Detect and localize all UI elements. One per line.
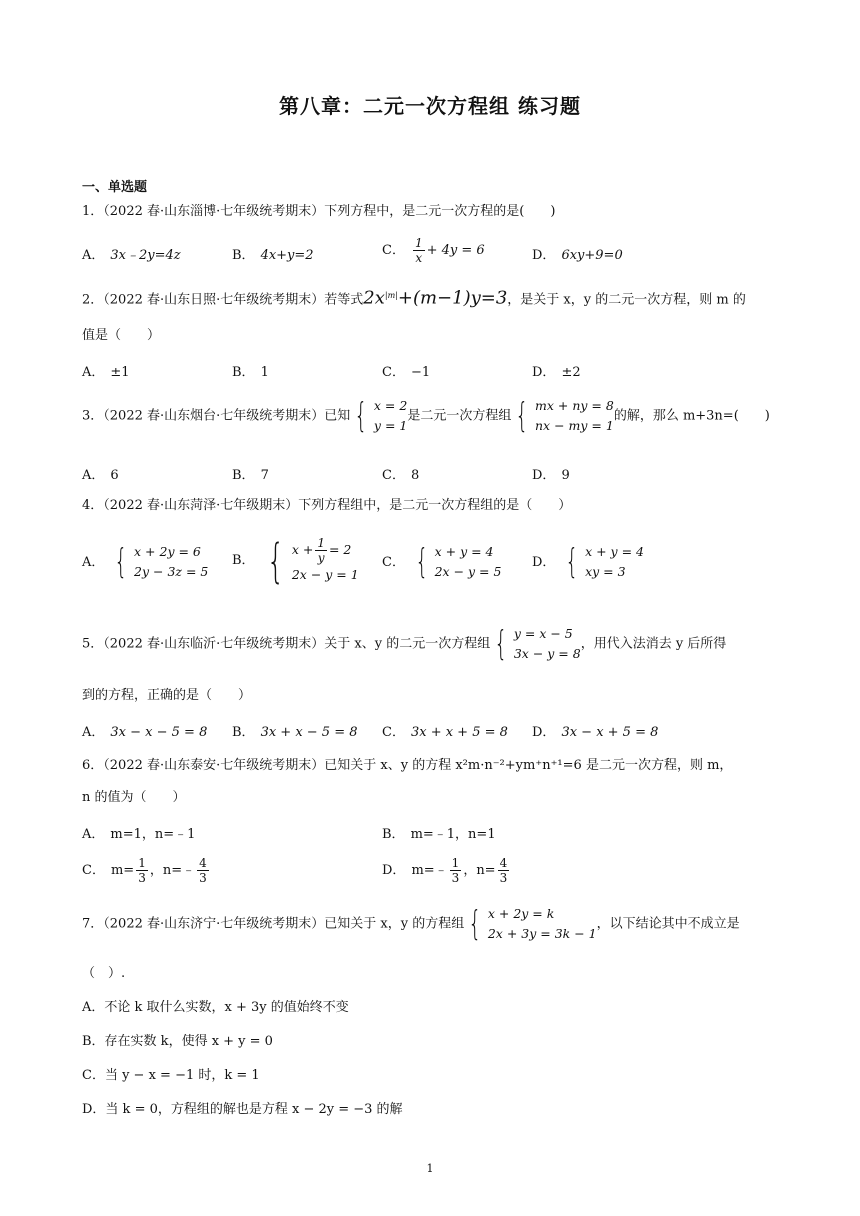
question-3-option-a[interactable]: A． 6 xyxy=(82,468,119,483)
page-number: 1 xyxy=(426,1162,434,1175)
question-5-stem: 5．（2022 春·山东临沂·七年级统考期末）关于 x、y 的二元一次方程组 { y = x − 5 3x − y = 8 ，用代入法消去 y 后所得 xyxy=(82,624,727,664)
question-2-option-b[interactable]: B． 1 xyxy=(232,365,269,380)
question-5-option-b[interactable]: B． 3x + x − 5 = 8 xyxy=(232,725,358,740)
question-5-option-a[interactable]: A． 3x − x − 5 = 8 xyxy=(82,725,208,740)
question-5-option-c[interactable]: C． 3x + x + 5 = 8 xyxy=(382,725,508,740)
question-6-stem-line2: n 的值为（ ） xyxy=(82,790,186,805)
equation-system: { mx + ny = 8 nx − my = 1 xyxy=(515,396,614,436)
question-7-option-d[interactable]: D．当 k = 0，方程组的解也是方程 x − 2y = −3 的解 xyxy=(82,1102,403,1117)
question-3-stem: 3．（2022 春·山东烟台·七年级统考期末）已知 { x = 2 y = 1 是二元一次方程组 { mx + ny = 8 nx − my = 1 的解，那么 m+3n=( ) xyxy=(82,396,770,436)
question-1-option-a[interactable]: A． 3x﹣2y=4z xyxy=(82,248,181,263)
equation-system: { x = 2 y = 1 xyxy=(354,396,408,436)
question-4-option-b[interactable]: B． { x + $\frac{1}{y}$ = 2 2x − y = 1 xyxy=(232,533,359,588)
question-2-option-c[interactable]: C． −1 xyxy=(382,365,431,380)
question-4-option-d[interactable]: D． { x + y = 4 xy = 3 xyxy=(532,542,644,582)
question-1-stem: 1．（2022 春·山东淄博·七年级统考期末）下列方程中，是二元一次方程的是( ) xyxy=(82,204,556,219)
question-4-stem: 4．（2022 春·山东菏泽·七年级期末）下列方程组中，是二元一次方程组的是（ ） xyxy=(82,498,572,513)
question-2-option-d[interactable]: D． ±2 xyxy=(532,365,581,380)
question-2-option-a[interactable]: A． ±1 xyxy=(82,365,130,380)
question-1-option-b[interactable]: B． 4x+y=2 xyxy=(232,248,314,263)
question-6-option-c[interactable]: C． m= $\frac{1}{3}$ ，n=﹣ $\frac{4}{3}$ xyxy=(82,856,207,885)
section-heading: 一、单选题 xyxy=(82,180,148,195)
question-7-option-c[interactable]: C．当 y − x = −1 时，k = 1 xyxy=(82,1068,260,1083)
question-4-option-a[interactable]: A． { x + 2y = 6 2y − 3z = 5 xyxy=(82,542,209,582)
question-7-stem-line2: （ ）. xyxy=(82,966,126,981)
question-6-option-b[interactable]: B． m=﹣1，n=1 xyxy=(382,827,496,842)
question-6-option-a[interactable]: A． m=1，n=﹣1 xyxy=(82,827,196,842)
question-2-stem: 2．（2022 春·山东日照·七年级统考期末）若等式$2x^{|m|}+(m-1)y=3$，是关于 x，y 的二元一次方程，则 m 的 xyxy=(82,287,746,309)
question-1-option-d[interactable]: D． 6xy+9=0 xyxy=(532,248,623,263)
question-4-option-c[interactable]: C． { x + y = 4 2x − y = 5 xyxy=(382,542,502,582)
question-5-option-d[interactable]: D． 3x − x + 5 = 8 xyxy=(532,725,659,740)
question-2-stem-line2: 值是（ ） xyxy=(82,328,161,343)
page-title: 第八章：二元一次方程组 练习题 xyxy=(279,94,581,118)
question-3-option-c[interactable]: C． 8 xyxy=(382,468,420,483)
question-7-option-a[interactable]: A．不论 k 取什么实数，x + 3y 的值始终不变 xyxy=(82,1000,349,1015)
question-3-option-d[interactable]: D． 9 xyxy=(532,468,570,483)
question-7-stem: 7．（2022 春·山东济宁·七年级统考期末）已知关于 x，y 的方程组 { x + 2y = k 2x + 3y = 3k − 1 ，以下结论其中不成立是 xyxy=(82,904,740,944)
question-6-stem: 6．（2022 春·山东泰安·七年级统考期末）已知关于 x、y 的方程 x²m·n⁻²+ym⁺n⁺¹=6 是二元一次方程，则 m， xyxy=(82,758,733,773)
fraction: $\frac{1}{x}$ xyxy=(414,236,423,265)
question-5-stem-line2: 到的方程，正确的是（ ） xyxy=(82,688,252,703)
question-3-option-b[interactable]: B． 7 xyxy=(232,468,269,483)
question-7-option-b[interactable]: B．存在实数 k，使得 x + y = 0 xyxy=(82,1034,273,1049)
question-6-option-d[interactable]: D． m=﹣ $\frac{1}{3}$ ，n= $\frac{4}{3}$ xyxy=(382,856,508,885)
question-1-option-c[interactable]: C． $\frac{1}{x}$ + 4y = 6 xyxy=(382,236,485,265)
